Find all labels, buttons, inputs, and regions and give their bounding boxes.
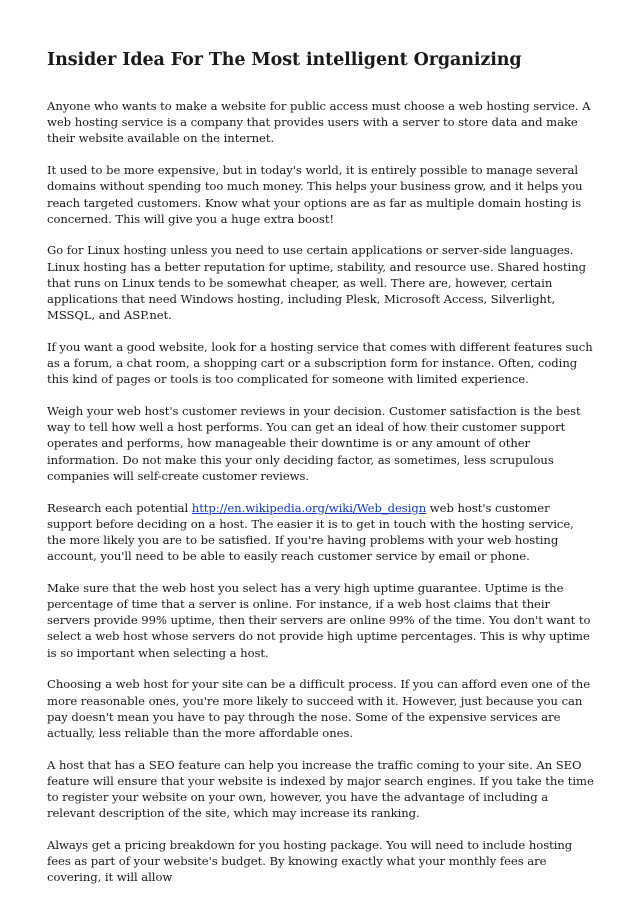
paragraph-6-lead: Research each potential [47,500,192,515]
paragraph-8: Choosing a web host for your site can be a difficult process. If you can afford even one of the more reasonable ones, you're more likely to succeed with it. However, just because you can pay doesn't mean you have to pay through the nose. Some of the expensive services are actually, less reliable than the more affordable ones. [47,677,590,740]
paragraph-6-rest: web host's customer support before deciding on a host. The easier it is to get in touch with the hosting service, the more likely you are to be satisfied. If you're having problems with your web hosting account, you'll need to be able to easily reach customer service by email or phone. [47,500,574,564]
paragraph-3: Go for Linux hosting unless you need to use certain applications or server-side languages. Linux hosting has a better reputation for uptime, stability, and resource use. Shared hosting that runs on Linux tends to be somewhat cheaper, as well. There are, however, certain applications that need Windows hosting, including Plesk, Microsoft Access, Silverlight, MSSQL, and ASP.net. [47,243,586,323]
paragraph-6 [47,500,595,565]
paragraph-10: Always get a pricing breakdown for you hosting package. You will need to include hosting fees as part of your website's budget. By knowing exactly what your monthly fees are covering, it will allow [47,838,573,885]
paragraph-7: Make sure that the web host you select has a very high uptime guarantee. Uptime is the percentage of time that a server is online. For instance, if a web host claims that their servers provide 99% uptime, then their servers are online 99% of the time. You don't want to select a web host whose servers do not provide high uptime percentages. This is why uptime is so important when selecting a host. [47,580,591,660]
paragraph-4: If you want a good website, look for a hosting service that comes with different features such as a forum, a chat room, a shopping cart or a subscription form for instance. Often, coding this kind of pages or tools is too complicated for someone with limited experience. [47,339,593,387]
web-design-link[interactable]: http://en.wikipedia.org/wiki/Web_design [191,500,427,515]
page-title: Insider Idea For The Most intelligent Organizing [47,50,522,70]
document-page [47,48,595,901]
paragraph-5: Weigh your web host's customer reviews in your decision. Customer satisfaction is the best way to tell how well a host performs. You can get an ideal of how their customer support operates and performs, how manageable their downtime is or any amount of other information. Do not make this your only deciding factor, as sometimes, less scrupulous companies will self-create customer reviews. [47,404,581,483]
paragraph-2: It used to be more expensive, but in today's world, it is entirely possible to manage several domains without spending too much money. This helps your business grow, and it helps you reach targeted customers. Know what your options are as far as multiple domain hosting is concerned. This will give you a huge extra boost! [47,163,583,226]
paragraph-1: Anyone who wants to make a website for public access must choose a web hosting service. A web hosting service is a company that provides users with a server to store data and make their website available on the internet. [47,99,591,146]
paragraph-9: A host that has a SEO feature can help you increase the traffic coming to your site. An SEO feature will ensure that your website is indexed by major search engines. If you take the time to register your website on your own, however, you have the advantage of including a relevant description of the site, which may increase its ranking. [47,757,594,821]
